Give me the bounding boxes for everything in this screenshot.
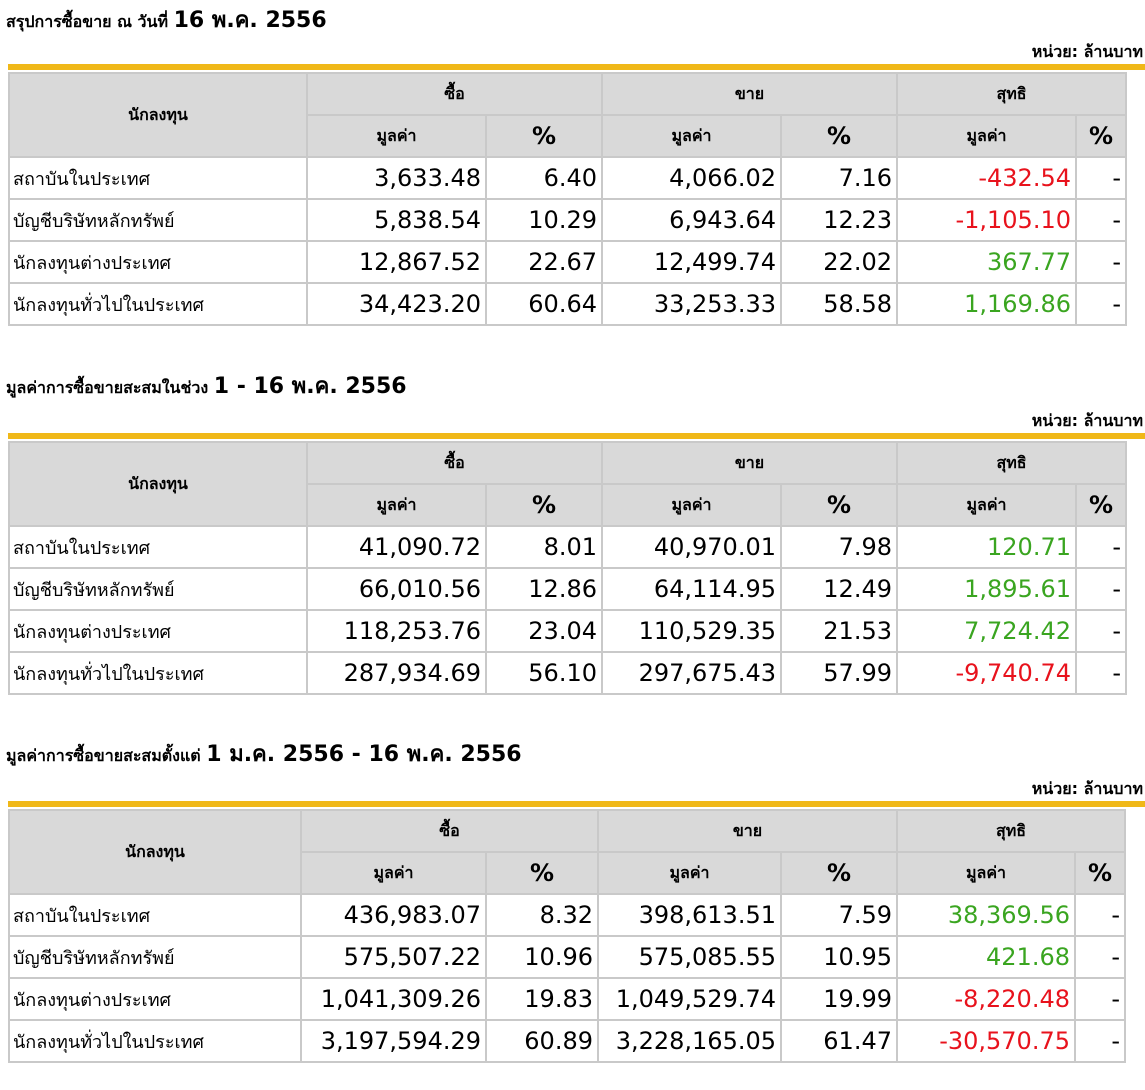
buy-pct: 6.40: [487, 158, 601, 198]
trading-summary-table: [8, 441, 1127, 695]
sell-pct: 57.99: [782, 653, 896, 693]
buy-pct: 19.83: [487, 979, 597, 1019]
trading-summary-table: [8, 809, 1126, 1063]
sell-pct: 19.99: [782, 979, 896, 1019]
buy-value-header: มูลค่า: [302, 853, 485, 893]
sell-header: ขาย: [599, 811, 896, 851]
net-pct-header: %: [1077, 485, 1125, 525]
table-row: [10, 284, 1125, 324]
sell-pct-header: %: [782, 116, 896, 156]
sell-value: 40,970.01: [603, 527, 780, 567]
buy-header: ซื้อ: [302, 811, 597, 851]
net-header: สุทธิ: [898, 443, 1125, 483]
buy-value: 118,253.76: [308, 611, 485, 651]
sell-pct: 61.47: [782, 1021, 896, 1061]
net-pct-header: %: [1076, 853, 1124, 893]
buy-value: 41,090.72: [308, 527, 485, 567]
sell-pct: 12.49: [782, 569, 896, 609]
buy-pct: 12.86: [487, 569, 601, 609]
net-pct: -: [1077, 158, 1125, 198]
buy-pct: 10.96: [487, 937, 597, 977]
buy-value: 436,983.07: [302, 895, 485, 935]
sell-pct: 58.58: [782, 284, 896, 324]
net-header: สุทธิ: [898, 74, 1125, 114]
table-row: [10, 979, 1124, 1019]
sell-value: 398,613.51: [599, 895, 780, 935]
net-pct: -: [1077, 284, 1125, 324]
sell-value-header: มูลค่า: [603, 116, 780, 156]
table-row: [10, 895, 1124, 935]
net-value: -8,220.48: [898, 979, 1074, 1019]
table-row: [10, 569, 1125, 609]
net-pct: -: [1077, 200, 1125, 240]
net-value: -30,570.75: [898, 1021, 1074, 1061]
investor-header: นักลงทุน: [10, 443, 306, 525]
net-pct: -: [1077, 611, 1125, 651]
sell-pct-header: %: [782, 485, 896, 525]
investor-name: สถาบันในประเทศ: [10, 158, 306, 198]
buy-value: 3,197,594.29: [302, 1021, 485, 1061]
sell-header: ขาย: [603, 443, 896, 483]
header-rule: [8, 801, 1145, 807]
sell-value: 297,675.43: [603, 653, 780, 693]
unit-label: หน่วย: ล้านบาท: [1031, 411, 1143, 430]
net-pct: -: [1077, 242, 1125, 282]
section-title: มูลค่าการซื้อขายสะสมตั้งแต่ 1 ม.ค. 2556 - 16 พ.ค. 2556: [6, 742, 522, 767]
net-value-header: มูลค่า: [898, 116, 1075, 156]
net-pct-header: %: [1077, 116, 1125, 156]
sell-pct: 22.02: [782, 242, 896, 282]
sell-pct: 7.98: [782, 527, 896, 567]
net-value: 7,724.42: [898, 611, 1075, 651]
table-row: [10, 937, 1124, 977]
investor-name: นักลงทุนทั่วไปในประเทศ: [10, 284, 306, 324]
table-row: [10, 653, 1125, 693]
buy-value: 12,867.52: [308, 242, 485, 282]
net-value: 38,369.56: [898, 895, 1074, 935]
header-rule: [8, 433, 1145, 439]
table-row: [10, 527, 1125, 567]
investor-header: นักลงทุน: [10, 74, 306, 156]
buy-pct-header: %: [487, 853, 597, 893]
buy-value: 575,507.22: [302, 937, 485, 977]
section-title: มูลค่าการซื้อขายสะสมในช่วง 1 - 16 พ.ค. 2556: [6, 374, 407, 399]
net-pct: -: [1077, 527, 1125, 567]
buy-pct: 23.04: [487, 611, 601, 651]
sell-value: 64,114.95: [603, 569, 780, 609]
investor-name: บัญชีบริษัทหลักทรัพย์: [10, 200, 306, 240]
sell-value: 12,499.74: [603, 242, 780, 282]
buy-pct: 22.67: [487, 242, 601, 282]
net-value: 1,895.61: [898, 569, 1075, 609]
sell-value-header: มูลค่า: [599, 853, 780, 893]
net-pct: -: [1076, 979, 1124, 1019]
unit-label: หน่วย: ล้านบาท: [1031, 42, 1143, 61]
net-value: 120.71: [898, 527, 1075, 567]
net-value: 367.77: [898, 242, 1075, 282]
net-pct: -: [1076, 895, 1124, 935]
buy-pct: 10.29: [487, 200, 601, 240]
sell-value: 6,943.64: [603, 200, 780, 240]
table-row: [10, 242, 1125, 282]
buy-value: 34,423.20: [308, 284, 485, 324]
sell-value: 1,049,529.74: [599, 979, 780, 1019]
buy-value-header: มูลค่า: [308, 485, 485, 525]
sell-pct: 12.23: [782, 200, 896, 240]
buy-header: ซื้อ: [308, 443, 601, 483]
net-value: 421.68: [898, 937, 1074, 977]
sell-value: 110,529.35: [603, 611, 780, 651]
sell-pct: 7.59: [782, 895, 896, 935]
buy-pct: 60.89: [487, 1021, 597, 1061]
buy-pct-header: %: [487, 485, 601, 525]
sell-value: 575,085.55: [599, 937, 780, 977]
section-title: สรุปการซื้อขาย ณ วันที่ 16 พ.ค. 2556: [6, 8, 327, 33]
sell-header: ขาย: [603, 74, 896, 114]
buy-pct: 8.32: [487, 895, 597, 935]
investor-name: นักลงทุนต่างประเทศ: [10, 979, 300, 1019]
buy-header: ซื้อ: [308, 74, 601, 114]
sell-value: 4,066.02: [603, 158, 780, 198]
header-rule: [8, 64, 1145, 70]
investor-name: สถาบันในประเทศ: [10, 527, 306, 567]
net-pct: -: [1076, 937, 1124, 977]
net-header: สุทธิ: [898, 811, 1124, 851]
sell-value: 3,228,165.05: [599, 1021, 780, 1061]
buy-pct: 56.10: [487, 653, 601, 693]
table-row: [10, 1021, 1124, 1061]
net-value: -432.54: [898, 158, 1075, 198]
sell-value: 33,253.33: [603, 284, 780, 324]
table-row: [10, 611, 1125, 651]
buy-value: 5,838.54: [308, 200, 485, 240]
net-value-header: มูลค่า: [898, 853, 1074, 893]
investor-name: บัญชีบริษัทหลักทรัพย์: [10, 569, 306, 609]
buy-value-header: มูลค่า: [308, 116, 485, 156]
buy-value: 3,633.48: [308, 158, 485, 198]
net-value: 1,169.86: [898, 284, 1075, 324]
trading-summary-table: [8, 72, 1127, 326]
net-value: -1,105.10: [898, 200, 1075, 240]
investor-name: บัญชีบริษัทหลักทรัพย์: [10, 937, 300, 977]
buy-pct: 8.01: [487, 527, 601, 567]
net-pct: -: [1077, 653, 1125, 693]
table-row: [10, 158, 1125, 198]
investor-header: นักลงทุน: [10, 811, 300, 893]
table-row: [10, 200, 1125, 240]
investor-name: สถาบันในประเทศ: [10, 895, 300, 935]
net-pct: -: [1076, 1021, 1124, 1061]
buy-value: 287,934.69: [308, 653, 485, 693]
sell-pct: 7.16: [782, 158, 896, 198]
buy-pct: 60.64: [487, 284, 601, 324]
sell-pct: 21.53: [782, 611, 896, 651]
investor-name: นักลงทุนต่างประเทศ: [10, 242, 306, 282]
net-pct: -: [1077, 569, 1125, 609]
investor-name: นักลงทุนทั่วไปในประเทศ: [10, 653, 306, 693]
investor-name: นักลงทุนต่างประเทศ: [10, 611, 306, 651]
unit-label: หน่วย: ล้านบาท: [1031, 779, 1143, 798]
buy-pct-header: %: [487, 116, 601, 156]
sell-pct: 10.95: [782, 937, 896, 977]
net-value: -9,740.74: [898, 653, 1075, 693]
sell-value-header: มูลค่า: [603, 485, 780, 525]
investor-name: นักลงทุนทั่วไปในประเทศ: [10, 1021, 300, 1061]
net-value-header: มูลค่า: [898, 485, 1075, 525]
buy-value: 1,041,309.26: [302, 979, 485, 1019]
sell-pct-header: %: [782, 853, 896, 893]
buy-value: 66,010.56: [308, 569, 485, 609]
